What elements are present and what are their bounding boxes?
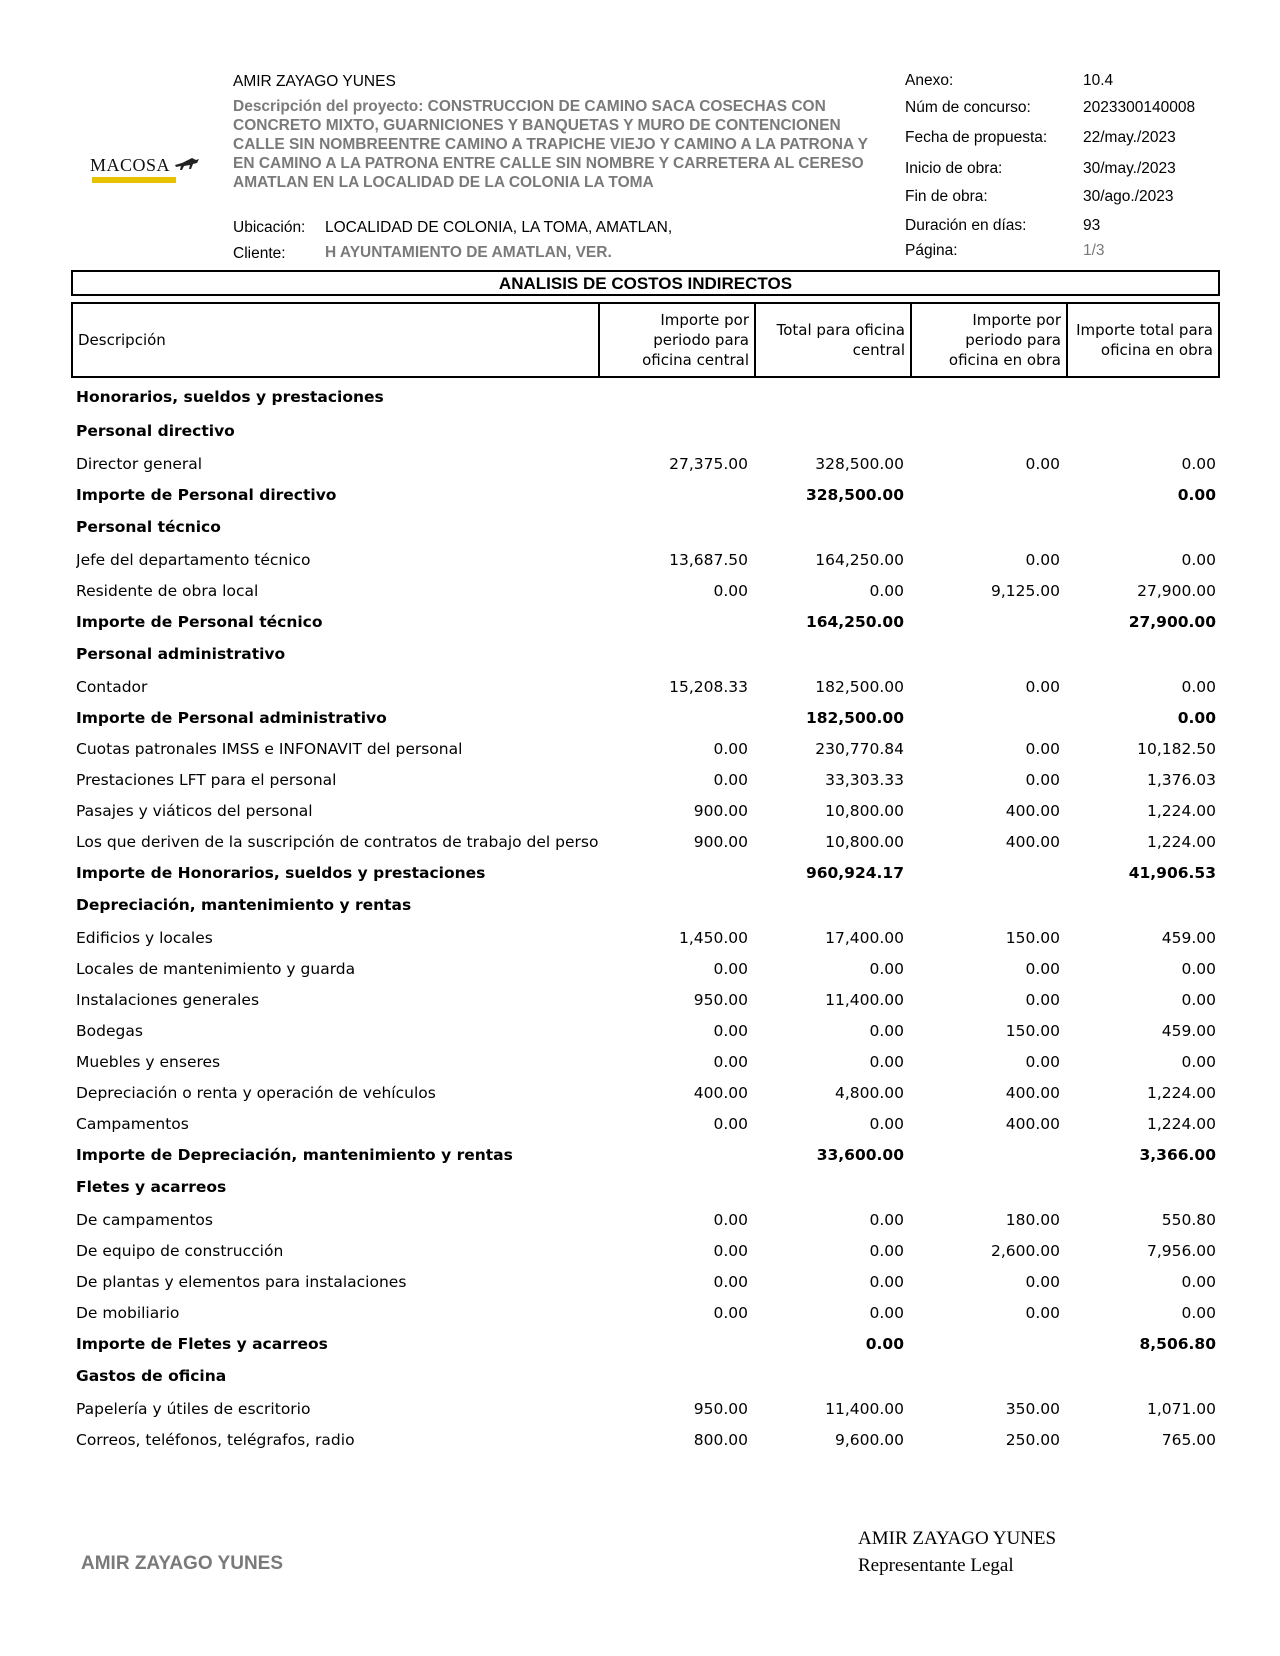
- row-value: 0.00: [1181, 1303, 1216, 1322]
- ubicacion-label: Ubicación:: [233, 219, 306, 236]
- row-description: De campamentos: [76, 1210, 213, 1229]
- row-value: 400.00: [1005, 832, 1060, 851]
- row-value: 0.00: [713, 1241, 748, 1260]
- row-description: Depreciación o renta y operación de vehículos: [76, 1083, 436, 1102]
- signer-role: Representante Legal: [858, 1555, 1014, 1576]
- row-value: 150.00: [1005, 928, 1060, 947]
- row-description: Prestaciones LFT para el personal: [76, 770, 337, 789]
- row-description: Bodegas: [76, 1021, 143, 1040]
- total-row: [76, 606, 1216, 637]
- row-value: 0.00: [713, 959, 748, 978]
- row-value: 0.00: [713, 739, 748, 758]
- row-description: De plantas y elementos para instalaciones: [76, 1272, 407, 1291]
- table-row: [76, 1235, 1216, 1266]
- meta-value: 30/may./2023: [1083, 160, 1176, 177]
- row-value: 8,506.80: [1139, 1334, 1216, 1353]
- row-value: 400.00: [1005, 1114, 1060, 1133]
- section-row: [76, 380, 1216, 414]
- table-row: [76, 1266, 1216, 1297]
- row-description: De equipo de construcción: [76, 1241, 284, 1260]
- row-value: 17,400.00: [825, 928, 904, 947]
- total-row: [76, 857, 1216, 888]
- row-value: 41,906.53: [1128, 863, 1216, 882]
- header-importe-central: Importe por periodo para oficina central: [642, 311, 749, 369]
- row-description: Honorarios, sueldos y prestaciones: [76, 388, 384, 406]
- row-value: 27,900.00: [1128, 612, 1216, 631]
- signer-name: AMIR ZAYAGO YUNES: [858, 1528, 1057, 1549]
- row-description: Depreciación, mantenimiento y rentas: [76, 896, 412, 914]
- row-value: 0.00: [1025, 677, 1060, 696]
- table-row: [76, 953, 1216, 984]
- row-value: 0.00: [1025, 454, 1060, 473]
- row-value: 0.00: [869, 959, 904, 978]
- meta-value: 10.4: [1083, 72, 1114, 89]
- row-value: 900.00: [693, 801, 748, 820]
- row-value: 765.00: [1161, 1430, 1216, 1449]
- row-value: 10,800.00: [825, 801, 904, 820]
- company-logo: [90, 155, 208, 189]
- row-description: Personal directivo: [76, 422, 235, 440]
- meta-value: 1/3: [1083, 242, 1105, 259]
- row-description: Personal administrativo: [76, 645, 286, 663]
- section-row: [76, 510, 1216, 544]
- row-description: Los que deriven de la suscripción de contratos de trabajo del perso: [76, 832, 599, 851]
- meta-label: Fecha de propuesta:: [905, 129, 1048, 146]
- meta-label: Anexo:: [905, 72, 954, 89]
- meta-value: 93: [1083, 217, 1101, 234]
- row-value: 0.00: [1025, 550, 1060, 569]
- table-row: [76, 795, 1216, 826]
- section-row: [76, 637, 1216, 671]
- row-value: 1,224.00: [1146, 801, 1216, 820]
- row-value: 0.00: [1177, 485, 1216, 504]
- description-label: Descripción del proyecto:: [233, 98, 424, 115]
- row-value: 33,600.00: [816, 1145, 904, 1164]
- row-value: 1,071.00: [1146, 1399, 1216, 1418]
- row-description: Pasajes y viáticos del personal: [76, 801, 313, 820]
- table-row: [76, 1297, 1216, 1328]
- table-row: [76, 826, 1216, 857]
- row-value: 0.00: [1025, 959, 1060, 978]
- row-value: 164,250.00: [805, 612, 904, 631]
- row-value: 800.00: [693, 1430, 748, 1449]
- row-value: 0.00: [1025, 1272, 1060, 1291]
- row-value: 0.00: [713, 1272, 748, 1291]
- row-value: 0.00: [1025, 770, 1060, 789]
- row-description: Importe de Personal administrativo: [76, 708, 387, 727]
- row-description: Instalaciones generales: [76, 990, 260, 1009]
- row-value: 0.00: [713, 1021, 748, 1040]
- row-value: 0.00: [713, 581, 748, 600]
- row-value: 33,303.33: [825, 770, 904, 789]
- header-descripcion: Descripción: [78, 331, 166, 349]
- row-description: Contador: [76, 677, 148, 696]
- row-value: 0.00: [1025, 990, 1060, 1009]
- table-row: [76, 1204, 1216, 1235]
- row-description: Cuotas patronales IMSS e INFONAVIT del personal: [76, 739, 463, 758]
- row-description: Importe de Depreciación, mantenimiento y rentas: [76, 1145, 513, 1164]
- row-value: 0.00: [869, 1114, 904, 1133]
- row-value: 1,224.00: [1146, 832, 1216, 851]
- row-value: 0.00: [1181, 959, 1216, 978]
- row-description: Muebles y enseres: [76, 1052, 221, 1071]
- row-value: 0.00: [1181, 1052, 1216, 1071]
- meta-label: Fin de obra:: [905, 188, 988, 205]
- row-value: 13,687.50: [669, 550, 748, 569]
- project-description: [233, 97, 893, 192]
- meta-label: Núm de concurso:: [905, 99, 1031, 116]
- row-value: 182,500.00: [815, 677, 904, 696]
- row-value: 0.00: [1181, 990, 1216, 1009]
- logo-text: MACOSA: [90, 155, 171, 175]
- row-description: Papelería y útiles de escritorio: [76, 1399, 311, 1418]
- row-value: 0.00: [1181, 1272, 1216, 1291]
- footer-company: AMIR ZAYAGO YUNES: [81, 1553, 284, 1574]
- header-total-central: Total para oficina central: [776, 321, 905, 359]
- row-value: 11,400.00: [825, 1399, 904, 1418]
- row-value: 960,924.17: [805, 863, 904, 882]
- row-value: 1,450.00: [678, 928, 748, 947]
- table-row: [76, 1424, 1216, 1455]
- logo-bar: [92, 177, 176, 183]
- row-description: Jefe del departamento técnico: [76, 550, 311, 569]
- table-header: [71, 302, 1220, 378]
- row-value: 7,956.00: [1146, 1241, 1216, 1260]
- row-value: 250.00: [1005, 1430, 1060, 1449]
- row-value: 180.00: [1005, 1210, 1060, 1229]
- row-value: 0.00: [1177, 708, 1216, 727]
- ubicacion-value: LOCALIDAD DE COLONIA, LA TOMA, AMATLAN,: [325, 219, 673, 236]
- total-row: [76, 1328, 1216, 1359]
- table-row: [76, 544, 1216, 575]
- row-value: 10,182.50: [1137, 739, 1216, 758]
- row-value: 0.00: [1025, 1303, 1060, 1322]
- row-description: Campamentos: [76, 1114, 189, 1133]
- row-value: 9,600.00: [834, 1430, 904, 1449]
- description-text: CONSTRUCCION DE CAMINO SACA COSECHAS CON CONCRETO MIXTO, GUARNICIONES Y BANQUETAS Y MURO DE CONTENCIONEN CALLE SIN NOMBREENTRE CAMINO A TRAPICHE VIEJO Y CAMINO A LA PATRONA Y EN CAMINO A LA PATRONA ENTRE CALLE SIN NOMBRE Y CARRETERA AL CERESO AMATLAN EN LA LOCALIDAD DE LA COLONIA LA TOMA: [233, 98, 868, 191]
- row-description: Importe de Honorarios, sueldos y prestaciones: [76, 863, 486, 882]
- row-value: 0.00: [713, 1052, 748, 1071]
- row-description: Director general: [76, 454, 203, 473]
- cliente-label: Cliente:: [233, 245, 286, 262]
- row-value: 4,800.00: [834, 1083, 904, 1102]
- row-description: Importe de Personal técnico: [76, 612, 323, 631]
- row-value: 0.00: [869, 1210, 904, 1229]
- table-row: [76, 1108, 1216, 1139]
- row-value: 0.00: [713, 1114, 748, 1133]
- row-value: 0.00: [865, 1334, 904, 1353]
- meta-value: 30/ago./2023: [1083, 188, 1174, 205]
- meta-label: Página:: [905, 242, 958, 259]
- meta-value: 22/may./2023: [1083, 129, 1176, 146]
- row-value: 27,375.00: [669, 454, 748, 473]
- meta-label: Inicio de obra:: [905, 160, 1003, 177]
- table-row: [76, 764, 1216, 795]
- row-value: 950.00: [693, 1399, 748, 1418]
- row-value: 0.00: [1181, 677, 1216, 696]
- total-row: [76, 479, 1216, 510]
- table-row: [76, 1077, 1216, 1108]
- row-value: 1,224.00: [1146, 1114, 1216, 1133]
- row-description: Fletes y acarreos: [76, 1178, 227, 1196]
- row-value: 900.00: [693, 832, 748, 851]
- row-value: 9,125.00: [990, 581, 1060, 600]
- row-value: 0.00: [713, 770, 748, 789]
- row-value: 3,366.00: [1139, 1145, 1216, 1164]
- row-value: 400.00: [693, 1083, 748, 1102]
- total-row: [76, 702, 1216, 733]
- header-importe-obra: Importe por periodo para oficina en obra: [948, 311, 1061, 369]
- row-description: Residente de obra local: [76, 581, 259, 600]
- row-value: 0.00: [869, 581, 904, 600]
- row-value: 0.00: [713, 1303, 748, 1322]
- table-row: [76, 984, 1216, 1015]
- total-row: [76, 1139, 1216, 1170]
- row-description: Personal técnico: [76, 518, 221, 536]
- row-description: Importe de Personal directivo: [76, 485, 337, 504]
- table-row: [76, 922, 1216, 953]
- table-row: [76, 1046, 1216, 1077]
- row-value: 350.00: [1005, 1399, 1060, 1418]
- section-row: [76, 414, 1216, 448]
- row-value: 11,400.00: [825, 990, 904, 1009]
- horse-icon: [174, 157, 200, 176]
- row-description: Edificios y locales: [76, 928, 213, 947]
- row-value: 1,376.03: [1146, 770, 1216, 789]
- section-row: [76, 1359, 1216, 1393]
- row-value: 2,600.00: [990, 1241, 1060, 1260]
- company-name: AMIR ZAYAGO YUNES: [233, 73, 396, 90]
- table-row: [76, 671, 1216, 702]
- header-total-obra: Importe total para oficina en obra: [1076, 321, 1213, 359]
- row-value: 400.00: [1005, 801, 1060, 820]
- table-body: [76, 380, 1216, 1455]
- row-value: 0.00: [869, 1241, 904, 1260]
- table-title: ANALISIS DE COSTOS INDIRECTOS: [71, 270, 1220, 296]
- row-description: Locales de mantenimiento y guarda: [76, 959, 356, 978]
- row-value: 459.00: [1161, 928, 1216, 947]
- row-description: Correos, teléfonos, telégrafos, radio: [76, 1430, 355, 1449]
- table-row: [76, 575, 1216, 606]
- row-value: 230,770.84: [815, 739, 904, 758]
- row-value: 182,500.00: [805, 708, 904, 727]
- row-description: Importe de Fletes y acarreos: [76, 1334, 328, 1353]
- row-value: 459.00: [1161, 1021, 1216, 1040]
- row-value: 1,224.00: [1146, 1083, 1216, 1102]
- meta-value: 2023300140008: [1083, 99, 1196, 116]
- row-description: De mobiliario: [76, 1303, 180, 1322]
- cliente-value: H AYUNTAMIENTO DE AMATLAN, VER.: [325, 244, 612, 261]
- section-row: [76, 888, 1216, 922]
- row-value: 0.00: [1181, 454, 1216, 473]
- section-row: [76, 1170, 1216, 1204]
- table-row: [76, 448, 1216, 479]
- row-value: 15,208.33: [669, 677, 748, 696]
- row-value: 164,250.00: [815, 550, 904, 569]
- row-value: 0.00: [869, 1272, 904, 1291]
- row-value: 0.00: [1181, 550, 1216, 569]
- row-value: 550.80: [1161, 1210, 1216, 1229]
- table-row: [76, 733, 1216, 764]
- row-value: 0.00: [1025, 739, 1060, 758]
- row-value: 328,500.00: [815, 454, 904, 473]
- row-value: 10,800.00: [825, 832, 904, 851]
- row-description: Gastos de oficina: [76, 1367, 227, 1385]
- meta-label: Duración en días:: [905, 217, 1027, 234]
- table-row: [76, 1015, 1216, 1046]
- row-value: 0.00: [713, 1210, 748, 1229]
- row-value: 0.00: [869, 1052, 904, 1071]
- row-value: 0.00: [1025, 1052, 1060, 1071]
- row-value: 400.00: [1005, 1083, 1060, 1102]
- row-value: 150.00: [1005, 1021, 1060, 1040]
- table-row: [76, 1393, 1216, 1424]
- row-value: 27,900.00: [1137, 581, 1216, 600]
- row-value: 0.00: [869, 1021, 904, 1040]
- row-value: 328,500.00: [805, 485, 904, 504]
- row-value: 950.00: [693, 990, 748, 1009]
- row-value: 0.00: [869, 1303, 904, 1322]
